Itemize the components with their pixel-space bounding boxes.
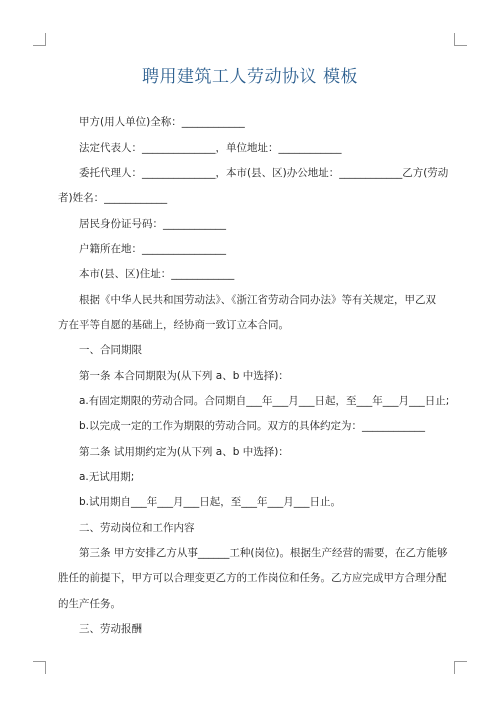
household-line: 户籍所在地：________________ bbox=[79, 243, 226, 255]
crop-mark-top-right bbox=[454, 33, 467, 46]
crop-mark-top-left bbox=[33, 33, 46, 46]
employer-name-line: 甲方(用人单位)全称：____________ bbox=[79, 116, 245, 128]
address-line: 本市(县、区)住址：____________ bbox=[79, 268, 235, 280]
section-heading-term: 一、合同期限 bbox=[79, 344, 142, 356]
article-1-option-b: b.以完成一定的工作为期限的劳动合同。双方的具体约定为：____________ bbox=[79, 420, 426, 432]
article-2-option-a: a.无试用期; bbox=[79, 471, 135, 483]
article-3-line-1: 第三条 甲方安排乙方从事______工种(岗位)。根据生产经营的需要，在乙方能够 bbox=[79, 547, 448, 559]
crop-mark-bottom-right bbox=[454, 661, 467, 674]
worker-name-line: 者)姓名：____________ bbox=[58, 192, 168, 204]
article-2: 第二条 试用期约定为(从下列 a、b 中选择)： bbox=[79, 446, 289, 458]
intro-paragraph-line-2: 方在平等自愿的基础上，经协商一致订立本合同。 bbox=[58, 319, 289, 331]
id-number-line: 居民身份证号码：____________ bbox=[79, 218, 226, 230]
legal-rep-line: 法定代表人：______________，单位地址：____________ bbox=[79, 142, 342, 154]
agent-line: 委托代理人：______________，本市(县、区)办公地址：____________乙方(劳动 bbox=[79, 167, 449, 179]
section-heading-position: 二、劳动岗位和工作内容 bbox=[79, 522, 195, 534]
crop-mark-bottom-left bbox=[33, 661, 46, 674]
article-3-line-3: 的生产任务。 bbox=[58, 598, 121, 610]
document-title: 聘用建筑工人劳动协议 模板 bbox=[142, 67, 358, 87]
section-heading-pay: 三、劳动报酬 bbox=[79, 623, 142, 635]
article-3-line-2: 胜任的前提下，甲方可以合理变更乙方的工作岗位和任务。乙方应完成甲方合理分配 bbox=[58, 572, 447, 584]
article-1-option-a: a.有固定期限的劳动合同。合同期自___年___月___日起，至___年___月___日止; bbox=[79, 395, 450, 407]
article-2-option-b: b.试用期自___年___月___日起，至___年___月___日止。 bbox=[79, 496, 342, 508]
intro-paragraph-line-1: 根据《中华人民共和国劳动法》、《浙江省劳动合同办法》等有关规定，甲乙双 bbox=[79, 294, 436, 306]
article-1: 第一条 本合同期限为(从下列 a、b 中选择)： bbox=[79, 370, 289, 382]
